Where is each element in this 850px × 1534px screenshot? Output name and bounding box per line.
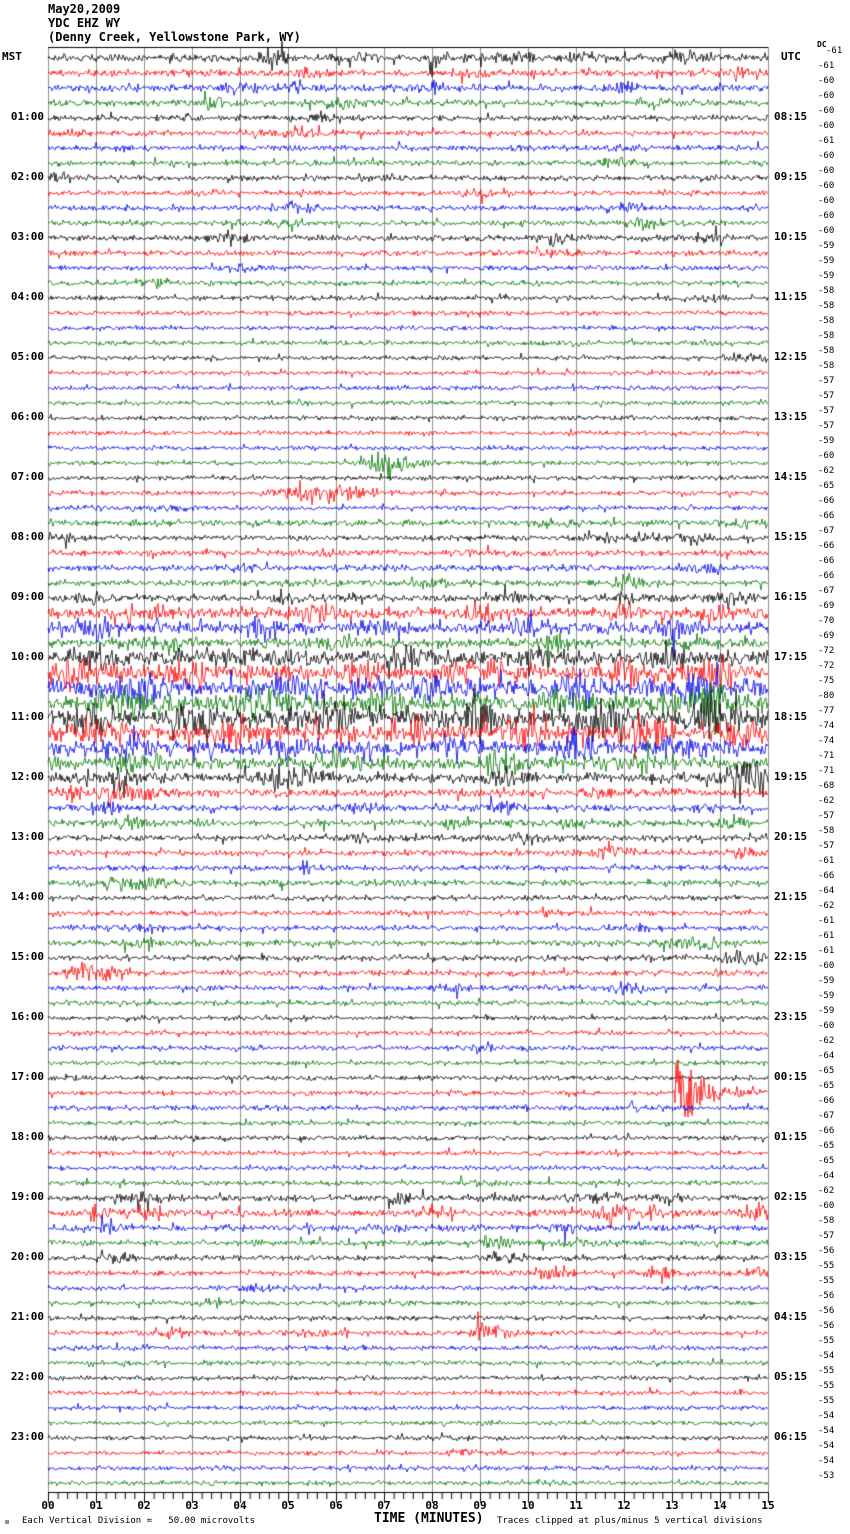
dc-offset-value: -70 — [818, 616, 835, 626]
dc-offset-value: -61 — [818, 61, 835, 71]
dc-offset-value: -60 — [818, 211, 835, 221]
dc-offset-value: -58 — [818, 301, 835, 311]
dc-offset-value: -65 — [818, 481, 835, 491]
dc-offset-value: -60 — [818, 151, 835, 161]
dc-offset-value: -57 — [818, 406, 835, 416]
dc-offset-value: -75 — [818, 676, 835, 686]
dc-offset-value: -62 — [818, 796, 835, 806]
left-hour-label: 02:00 — [10, 170, 44, 183]
minute-tick-label: 10 — [521, 1499, 535, 1512]
dc-offset-value: -72 — [818, 646, 835, 656]
dc-offset-value: -61 — [818, 916, 835, 926]
dc-offset-value: -61 — [818, 856, 835, 866]
minute-tick-label: 05 — [281, 1499, 295, 1512]
minute-tick-label: 13 — [665, 1499, 679, 1512]
left-hour-label: 01:00 — [10, 110, 44, 123]
dc-offset-value: -69 — [818, 601, 835, 611]
dc-offset-value: -60 — [818, 1021, 835, 1031]
dc-offset-value: -62 — [818, 1186, 835, 1196]
right-utc-label: 03:15 — [774, 1250, 808, 1263]
dc-offset-value: -54 — [818, 1426, 835, 1436]
dc-offset-value: -66 — [818, 556, 835, 566]
minute-tick-label: 04 — [233, 1499, 247, 1512]
minute-tick-label: 14 — [713, 1499, 727, 1512]
dc-offset-value: -69 — [818, 631, 835, 641]
dc-offset-value: -74 — [818, 721, 835, 731]
dc-offset-value: -56 — [818, 1306, 835, 1316]
right-utc-label: 10:15 — [774, 230, 808, 243]
dc-offset-value: -56 — [818, 1321, 835, 1331]
dc-offset-value: -74 — [818, 736, 835, 746]
right-utc-label: 20:15 — [774, 830, 808, 843]
dc-offset-value: -60 — [818, 226, 835, 236]
minute-tick-label: 15 — [761, 1499, 775, 1512]
dc-offset-value: -57 — [818, 391, 835, 401]
dc-offset-value: -55 — [818, 1336, 835, 1346]
dc-offset-value: -64 — [818, 886, 835, 896]
right-utc-label: 19:15 — [774, 770, 808, 783]
dc-offset-value: -56 — [818, 1246, 835, 1256]
dc-offset-value: -58 — [818, 331, 835, 341]
right-utc-label: 09:15 — [774, 170, 808, 183]
left-hour-label: 14:00 — [10, 890, 44, 903]
left-hour-label: 06:00 — [10, 410, 44, 423]
clipping-note: Traces clipped at plus/minus 5 vertical divisions — [497, 1516, 763, 1526]
dc-offset-value: -55 — [818, 1381, 835, 1391]
dc-offset-value: -66 — [818, 511, 835, 521]
vertical-division-scale-note: Each Vertical Division = 50.00 microvolts — [22, 1516, 255, 1526]
dc-offset-value: -60 — [818, 76, 835, 86]
right-utc-label: 15:15 — [774, 530, 808, 543]
dc-offset-value: -66 — [818, 496, 835, 506]
dc-offset-value: -60 — [818, 451, 835, 461]
minute-tick-label: 00 — [41, 1499, 55, 1512]
dc-offset-value: -65 — [818, 1156, 835, 1166]
right-utc-label: 00:15 — [774, 1070, 808, 1083]
dc-offset-value: -57 — [818, 1231, 835, 1241]
dc-offset-value: -61 — [818, 946, 835, 956]
right-utc-label: 06:15 — [774, 1430, 808, 1443]
right-utc-label: 08:15 — [774, 110, 808, 123]
dc-offset-value: -66 — [818, 1126, 835, 1136]
left-hour-label: 18:00 — [10, 1130, 44, 1143]
dc-offset-value: -66 — [818, 1096, 835, 1106]
left-hour-label: 13:00 — [10, 830, 44, 843]
dc-offset-value: -64 — [818, 1051, 835, 1061]
dc-offset-value: -80 — [818, 691, 835, 701]
dc-offset-value: -54 — [818, 1456, 835, 1466]
dc-offset-value: -67 — [818, 526, 835, 536]
left-hour-label: 07:00 — [10, 470, 44, 483]
dc-offset-value: -60 — [818, 121, 835, 131]
right-utc-label: 13:15 — [774, 410, 808, 423]
dc-offset-value: -58 — [818, 1216, 835, 1226]
left-axis-header-mst: MST — [2, 50, 22, 63]
left-hour-label: 09:00 — [10, 590, 44, 603]
left-hour-label: 11:00 — [10, 710, 44, 723]
dc-offset-value: -67 — [818, 586, 835, 596]
dc-offset-value: -65 — [818, 1066, 835, 1076]
dc-offset-value: -55 — [818, 1276, 835, 1286]
right-utc-label: 18:15 — [774, 710, 808, 723]
left-hour-label: 19:00 — [10, 1190, 44, 1203]
dc-offset-value: -57 — [818, 421, 835, 431]
title-date: May20,2009 — [48, 2, 121, 16]
dc-offset-value: -60 — [818, 181, 835, 191]
dc-offset-value: -66 — [818, 571, 835, 581]
dc-offset-value: -59 — [818, 271, 835, 281]
dc-offset-value: -62 — [818, 901, 835, 911]
right-utc-label: 04:15 — [774, 1310, 808, 1323]
dc-offset-value: -54 — [818, 1351, 835, 1361]
right-utc-label: 14:15 — [774, 470, 808, 483]
dc-offset-value: -57 — [818, 376, 835, 386]
left-hour-label: 10:00 — [10, 650, 44, 663]
right-utc-label: 11:15 — [774, 290, 808, 303]
dc-offset-value: -64 — [818, 1171, 835, 1181]
dc-offset-value: -60 — [818, 106, 835, 116]
left-hour-label: 05:00 — [10, 350, 44, 363]
dc-offset-value: -58 — [818, 316, 835, 326]
right-utc-label: 23:15 — [774, 1010, 808, 1023]
dc-offset-value: -57 — [818, 841, 835, 851]
left-hour-label: 16:00 — [10, 1010, 44, 1023]
dc-offset-value: -67 — [818, 1111, 835, 1121]
dc-offset-value: -72 — [818, 661, 835, 671]
left-hour-label: 12:00 — [10, 770, 44, 783]
dc-offset-value: -56 — [818, 1291, 835, 1301]
x-axis-label: TIME (MINUTES) — [374, 1511, 484, 1526]
minute-tick-label: 08 — [425, 1499, 439, 1512]
left-hour-label: 22:00 — [10, 1370, 44, 1383]
title-location: (Denny Creek, Yellowstone Park, WY) — [48, 30, 301, 44]
left-hour-label: 04:00 — [10, 290, 44, 303]
minute-tick-label: 01 — [89, 1499, 103, 1512]
dc-offset-value: -62 — [818, 466, 835, 476]
left-hour-label: 21:00 — [10, 1310, 44, 1323]
dc-offset-value: -60 — [818, 91, 835, 101]
dc-offset-value: -54 — [818, 1411, 835, 1421]
dc-offset-value: -60 — [818, 1201, 835, 1211]
minute-tick-label: 07 — [377, 1499, 391, 1512]
minute-tick-label: 11 — [569, 1499, 583, 1512]
dc-offset-value: -57 — [818, 811, 835, 821]
dc-offset-value: -59 — [818, 436, 835, 446]
right-utc-label: 02:15 — [774, 1190, 808, 1203]
dc-offset-value: -60 — [818, 961, 835, 971]
dc-offset-value: -59 — [818, 256, 835, 266]
right-utc-label: 17:15 — [774, 650, 808, 663]
right-utc-label: 16:15 — [774, 590, 808, 603]
left-hour-label: 23:00 — [10, 1430, 44, 1443]
dc-offset-value: -55 — [818, 1396, 835, 1406]
dc-offset-value: -54 — [818, 1441, 835, 1451]
right-utc-label: 21:15 — [774, 890, 808, 903]
right-axis-header-utc: UTC — [781, 50, 801, 63]
right-utc-label: 12:15 — [774, 350, 808, 363]
title-station: YDC EHZ WY — [48, 16, 121, 30]
dc-offset-value: -58 — [818, 346, 835, 356]
dc-offset-value: -65 — [818, 1081, 835, 1091]
minute-tick-label: 02 — [137, 1499, 151, 1512]
left-hour-label: 08:00 — [10, 530, 44, 543]
dc-offset-value: -60 — [818, 166, 835, 176]
dc-offset-value: -58 — [818, 361, 835, 371]
dc-offset-value: -58 — [818, 286, 835, 296]
dc-offset-value: -53 — [818, 1471, 835, 1481]
dc-offset-value: -55 — [818, 1261, 835, 1271]
dc-offset-value: -59 — [818, 991, 835, 1001]
dc-offset-value: -68 — [818, 781, 835, 791]
dc-offset-value: -61 — [818, 931, 835, 941]
dc-column-header: DC — [817, 40, 827, 49]
dc-offset-value: -71 — [818, 751, 835, 761]
watermark-glyph: ʍ — [5, 1518, 10, 1526]
dc-offset-value: -59 — [818, 976, 835, 986]
dc-offset-value: -59 — [818, 1006, 835, 1016]
dc-offset-value: -60 — [818, 196, 835, 206]
dc-offset-value: -71 — [818, 766, 835, 776]
dc-offset-value: -61 — [826, 46, 843, 56]
dc-offset-value: -66 — [818, 541, 835, 551]
minute-tick-label: 06 — [329, 1499, 343, 1512]
minute-tick-label: 12 — [617, 1499, 631, 1512]
dc-offset-value: -66 — [818, 871, 835, 881]
right-utc-label: 22:15 — [774, 950, 808, 963]
minute-tick-label: 09 — [473, 1499, 487, 1512]
left-hour-label: 15:00 — [10, 950, 44, 963]
right-utc-label: 01:15 — [774, 1130, 808, 1143]
left-hour-label: 17:00 — [10, 1070, 44, 1083]
dc-offset-value: -61 — [818, 136, 835, 146]
left-hour-label: 03:00 — [10, 230, 44, 243]
right-utc-label: 05:15 — [774, 1370, 808, 1383]
minute-tick-label: 03 — [185, 1499, 199, 1512]
dc-offset-value: -55 — [818, 1366, 835, 1376]
dc-offset-value: -59 — [818, 241, 835, 251]
left-hour-label: 20:00 — [10, 1250, 44, 1263]
dc-offset-value: -77 — [818, 706, 835, 716]
dc-offset-value: -65 — [818, 1141, 835, 1151]
dc-offset-value: -62 — [818, 1036, 835, 1046]
dc-offset-value: -58 — [818, 826, 835, 836]
